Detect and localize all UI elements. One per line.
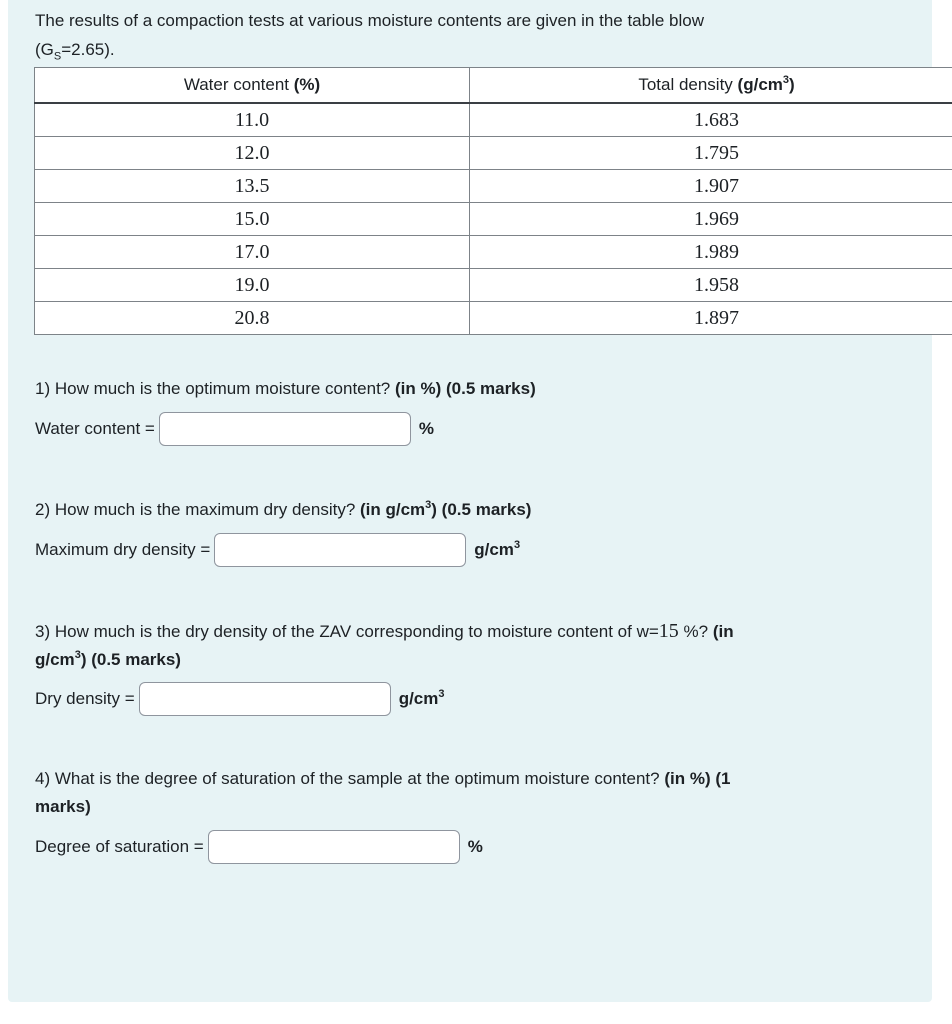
water-cell: 19.0 <box>35 269 470 302</box>
table-row <box>35 137 952 170</box>
water-cell: 17.0 <box>35 236 470 269</box>
question-2-text: 2) How much is the maximum dry density? (in $g/cm^3$) (0.5 marks) <box>35 499 532 519</box>
water-cell: 20.8 <box>35 302 470 335</box>
density-unit: $g/cm^3$ <box>398 688 445 708</box>
table-row <box>35 170 952 203</box>
question-3-text: 3) How much is the dry density of the ZAV corresponding to moisture content of w=15 %? (in $g/cm^3$) (0.5 marks) <box>35 620 734 669</box>
density-cell: 1.795 <box>470 137 952 170</box>
answer-3-row <box>35 680 445 718</box>
max-dry-density-input[interactable] <box>214 533 466 567</box>
header-water-content: Water content (%) <box>35 68 470 104</box>
max-dry-density-label: Maximum dry density = <box>35 540 211 559</box>
density-cell: 1.683 <box>470 103 952 137</box>
answer-4-row <box>35 828 483 866</box>
degree-of-saturation-label: Degree of saturation = <box>35 837 204 856</box>
table-header-row <box>35 68 952 104</box>
header-total-density: Total density $(g/cm^3)$ <box>470 68 952 104</box>
answer-2-row <box>35 531 520 569</box>
answer-1-row <box>35 410 434 448</box>
dry-density-input[interactable] <box>139 682 391 716</box>
table-row <box>35 236 952 269</box>
density-cell: 1.958 <box>470 269 952 302</box>
water-cell: 13.5 <box>35 170 470 203</box>
water-cell: 11.0 <box>35 103 470 137</box>
density-cell: 1.897 <box>470 302 952 335</box>
water-content-label: Water content = <box>35 419 155 438</box>
density-cell: 1.989 <box>470 236 952 269</box>
question-4-text: 4) What is the degree of saturation of the sample at the optimum moisture content? (in %) (1 marks) <box>35 769 731 816</box>
question-intro <box>35 6 835 71</box>
water-cell: 12.0 <box>35 137 470 170</box>
density-unit: $g/cm^3$ <box>474 539 521 559</box>
compaction-table <box>34 67 952 335</box>
table-row <box>35 103 952 137</box>
density-cell: 1.907 <box>470 170 952 203</box>
specific-gravity: $(G_S=2.65)$. <box>35 40 115 63</box>
density-cell: 1.969 <box>470 203 952 236</box>
degree-of-saturation-input[interactable] <box>208 830 460 864</box>
dry-density-label: Dry density = <box>35 689 135 708</box>
water-cell: 15.0 <box>35 203 470 236</box>
table-row <box>35 302 952 335</box>
table-row <box>35 203 952 236</box>
table-row <box>35 269 952 302</box>
intro-text: The results of a compaction tests at various moisture contents are given in the table blow <box>35 11 705 30</box>
water-content-input[interactable] <box>159 412 411 446</box>
question-1-text: 1) How much is the optimum moisture content? (in %) (0.5 marks) <box>35 379 536 398</box>
percent-unit: % <box>467 837 483 856</box>
percent-unit: % <box>418 419 434 438</box>
